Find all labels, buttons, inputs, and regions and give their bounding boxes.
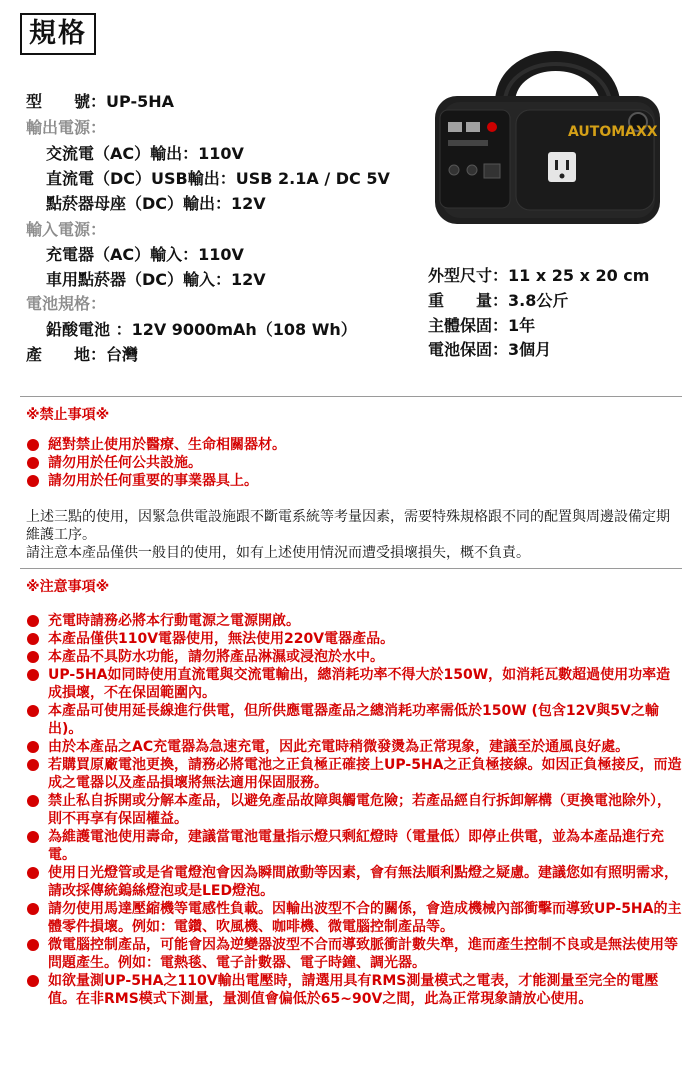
bullet-icon xyxy=(27,741,39,753)
product-photo xyxy=(410,30,675,230)
spec-size-value: 11 x 25 x 20 cm xyxy=(508,266,650,285)
spec-dc-out-label: 直流電（DC）USB輸出： xyxy=(46,169,236,188)
list-item: 充電時請務必將本行動電源之電源開啟。 xyxy=(26,612,682,630)
spec-warranty-main-label: 主體保固： xyxy=(428,316,509,335)
spec-size xyxy=(428,264,649,288)
page-title: 規格 xyxy=(20,13,96,55)
spec-cig-out-value: 12V xyxy=(231,194,266,213)
bullet-icon xyxy=(27,669,39,681)
bullet-icon xyxy=(27,633,39,645)
spec-warranty-main xyxy=(428,314,535,338)
spec-size-label: 外型尺寸： xyxy=(428,266,509,285)
bullet-icon xyxy=(27,457,39,469)
spec-warranty-battery-label: 電池保固： xyxy=(428,340,509,359)
spec-battery-value: 12V 9000mAh（108 Wh） xyxy=(131,320,357,339)
spec-origin-value: 台灣 xyxy=(106,345,139,364)
list-item: 絕對禁止使用於醫療、生命相關器材。 xyxy=(26,436,682,454)
bullet-icon xyxy=(27,831,39,843)
prohibited-paragraph-2: 請注意本產品僅供一般目的使用，如有上述使用情況而遭受損壞損失，概不負責。 xyxy=(26,545,530,561)
spec-weight xyxy=(428,289,568,313)
spec-battery-label: 鉛酸電池 ： xyxy=(46,320,132,339)
bullet-icon xyxy=(27,651,39,663)
spec-origin xyxy=(26,343,138,367)
list-item: 如欲量測UP-5HA之110V輸出電壓時，請選用具有RMS測量模式之電表，才能測量至完全的電壓值。在非RMS模式下測量，量測值會偏低於65~90V之間，此為正常現象請放心使用。 xyxy=(26,972,682,1008)
bullet-icon xyxy=(27,705,39,717)
spec-warranty-battery xyxy=(428,338,551,362)
list-item: 若購買原廠電池更換，請務必將電池之正負極正確接上UP-5HA之正負極接線。如因正負極接反，而造成之電器以及產品損壞將無法適用保固服務。 xyxy=(26,756,682,792)
list-item: 請勿用於任何公共設施。 xyxy=(26,454,682,472)
spec-ac-in xyxy=(46,243,244,267)
spec-weight-value: 3.8公斤 xyxy=(508,291,569,310)
spec-dc-in-value: 12V xyxy=(231,270,266,289)
list-item: 禁止私自拆開或分解本產品，以避免產品故障與觸電危險；若產品經自行拆卸解構（更換電池除外），則不再享有保固權益。 xyxy=(26,792,682,828)
spec-model-value: UP-5HA xyxy=(106,92,174,111)
list-item: 由於本產品之AC充電器為急速充電，因此充電時稍微發燙為正常現象，建議至於通風良好處。 xyxy=(26,738,682,756)
divider-2 xyxy=(20,568,682,569)
list-item: UP-5HA如同時使用直流電與交流電輸出，總消耗功率不得大於150W，如消耗瓦數超過使用功率造成損壞，不在保固範圍內。 xyxy=(26,666,682,702)
spec-dc-in xyxy=(46,268,266,292)
bullet-icon xyxy=(27,439,39,451)
bullet-icon xyxy=(27,615,39,627)
prohibited-list xyxy=(26,436,682,490)
battery-header: 電池規格： xyxy=(26,294,107,313)
bullet-icon xyxy=(27,975,39,987)
spec-warranty-battery-value: 3個月 xyxy=(508,340,552,359)
spec-model-label: 型 號： xyxy=(26,92,107,111)
spec-warranty-main-value: 1年 xyxy=(508,316,536,335)
prohibited-header: ※禁止事項※ xyxy=(26,407,110,423)
spec-dc-out xyxy=(46,167,390,191)
list-item: 微電腦控制產品，可能會因為逆變器波型不合而導致脈衝計數失準，進而產生控制不良或是無法使用等問題產生。例如：電熱毯、電子計數器、電子時鐘、調光器。 xyxy=(26,936,682,972)
spec-ac-out-label: 交流電（AC）輸出： xyxy=(46,144,199,163)
input-header: 輸入電源： xyxy=(26,220,107,239)
spec-ac-in-label: 充電器（AC）輸入： xyxy=(46,245,199,264)
spec-cig-out xyxy=(46,192,266,216)
spec-weight-label: 重 量： xyxy=(428,291,509,310)
spec-ac-out xyxy=(46,142,244,166)
spec-ac-out-value: 110V xyxy=(198,144,244,163)
spec-ac-in-value: 110V xyxy=(198,245,244,264)
spec-model xyxy=(26,90,174,114)
notice-list xyxy=(26,612,682,1008)
spec-dc-out-value: USB 2.1A / DC 5V xyxy=(235,169,390,188)
list-item: 本產品僅供110V電器使用，無法使用220V電器產品。 xyxy=(26,630,682,648)
bullet-icon xyxy=(27,867,39,879)
list-item: 請勿用於任何重要的事業器具上。 xyxy=(26,472,682,490)
spec-origin-label: 產 地： xyxy=(26,345,107,364)
list-item: 為維護電池使用壽命，建議當電池電量指示燈只剩紅燈時（電量低）即停止供電，並為本產品進行充電。 xyxy=(26,828,682,864)
bullet-icon xyxy=(27,759,39,771)
list-item: 使用日光燈管或是省電燈泡會因為瞬間啟動等因素，會有無法順利點燈之疑慮。建議您如有照明需求，請改採傳統鎢絲燈泡或是LED燈泡。 xyxy=(26,864,682,900)
bullet-icon xyxy=(27,795,39,807)
power-station-illustration xyxy=(410,30,675,230)
divider-1 xyxy=(20,396,682,397)
list-item: 本產品可使用延長線進行供電，但所供應電器產品之總消耗功率需低於150W (包含12V與5V之輸出)。 xyxy=(26,702,682,738)
bullet-icon xyxy=(27,903,39,915)
prohibited-paragraph-1: 上述三點的使用，因緊急供電設施跟不斷電系統等考量因素，需要特殊規格跟不同的配置與周邊設備定期維護工序。 xyxy=(26,509,670,543)
list-item: 請勿使用馬達壓縮機等電感性負載。因輸出波型不合的關係，會造成機械內部衝擊而導致UP-5HA的主體零件損壞。例如：電鑽、吹風機、咖啡機、微電腦控制產品等。 xyxy=(26,900,682,936)
spec-cig-out-label: 點菸器母座（DC）輸出： xyxy=(46,194,232,213)
spec-dc-in-label: 車用點菸器（DC）輸入： xyxy=(46,270,232,289)
bullet-icon xyxy=(27,939,39,951)
notice-header: ※注意事項※ xyxy=(26,579,110,595)
brand-logo: AUTOMAXX xyxy=(568,124,658,140)
list-item: 本產品不具防水功能，請勿將產品淋濕或浸泡於水中。 xyxy=(26,648,682,666)
bullet-icon xyxy=(27,475,39,487)
spec-battery xyxy=(46,318,357,342)
output-header: 輸出電源： xyxy=(26,118,107,137)
